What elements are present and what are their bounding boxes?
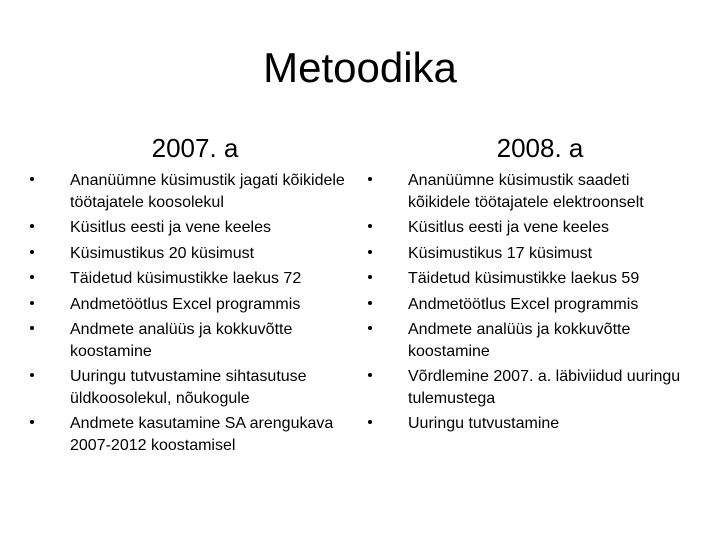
list-item bbox=[28, 217, 348, 239]
list-item-text: Andmetöötlus Excel programmis bbox=[408, 295, 639, 313]
list-item-text: Küsitlus eesti ja vene keeles bbox=[70, 219, 271, 236]
list-item bbox=[366, 413, 696, 435]
bullet-icon bbox=[368, 250, 372, 254]
column-2008 bbox=[366, 132, 696, 439]
bullet-icon bbox=[368, 224, 372, 228]
list-item-text: Täidetud küsimustikke laekus 72 bbox=[70, 270, 302, 287]
bullet-icon bbox=[30, 301, 34, 305]
list-item-text: Küsimustikus 17 küsimust bbox=[408, 244, 593, 262]
list-item-text: Andmete analüüs ja kokkuvõtte koostamine bbox=[70, 321, 293, 360]
list-item-text: Võrdlemine 2007. a. läbiviidud uuringu tulemustega bbox=[408, 368, 681, 407]
bullet-icon bbox=[30, 326, 34, 330]
list-item bbox=[366, 319, 696, 362]
list-item bbox=[366, 268, 696, 290]
column-2007 bbox=[28, 132, 348, 460]
bullet-icon bbox=[30, 275, 34, 279]
list-item bbox=[366, 294, 696, 316]
list-item-text: Ananüümne küsimustik jagati kõikidele töötajatele koosolekul bbox=[70, 172, 345, 211]
list-item bbox=[28, 413, 348, 456]
list-item-text: Andmete analüüs ja kokkuvõtte koostamine bbox=[408, 321, 631, 360]
bullet-icon bbox=[30, 373, 34, 377]
list-item-text: Uuringu tutvustamine bbox=[408, 415, 560, 432]
list-item-text: Küsitlus eesti ja vene keeles bbox=[408, 219, 609, 236]
bullet-list-2007 bbox=[28, 170, 348, 456]
bullet-icon bbox=[368, 177, 372, 181]
column-heading-2008: 2008. a bbox=[496, 133, 584, 163]
list-item bbox=[28, 243, 348, 265]
list-item bbox=[28, 294, 348, 316]
list-item bbox=[28, 319, 348, 362]
list-item-text: Andmetöötlus Excel programmis bbox=[70, 295, 301, 313]
bullet-icon bbox=[30, 224, 34, 228]
list-item-text: Täidetud küsimustikke laekus 59 bbox=[408, 270, 640, 287]
list-item bbox=[366, 170, 696, 213]
slide-title: Metoodika bbox=[263, 44, 457, 91]
list-item bbox=[28, 268, 348, 290]
bullet-icon bbox=[368, 275, 372, 279]
list-item-text: Uuringu tutvustamine sihtasutuse üldkoosolekul, nõukogule bbox=[70, 368, 307, 407]
list-item bbox=[28, 366, 348, 409]
list-item bbox=[366, 366, 696, 409]
bullet-icon bbox=[368, 373, 372, 377]
bullet-icon bbox=[30, 250, 34, 254]
bullet-icon bbox=[368, 326, 372, 330]
list-item-text: Andmete kasutamine SA arengukava 2007-2012 koostamisel bbox=[70, 415, 334, 454]
column-heading-2007: 2007. a bbox=[151, 133, 239, 163]
bullet-icon bbox=[368, 301, 372, 305]
bullet-icon bbox=[368, 420, 372, 424]
bullet-list-2008 bbox=[366, 170, 696, 435]
list-item bbox=[28, 170, 348, 213]
list-item-text: Küsimustikus 20 küsimust bbox=[70, 244, 255, 262]
list-item-text: Ananüümne küsimustik saadeti kõikidele töötajatele elektroonselt bbox=[408, 172, 644, 211]
bullet-icon bbox=[30, 420, 34, 424]
list-item bbox=[366, 243, 696, 265]
list-item bbox=[366, 217, 696, 239]
bullet-icon bbox=[30, 177, 34, 181]
